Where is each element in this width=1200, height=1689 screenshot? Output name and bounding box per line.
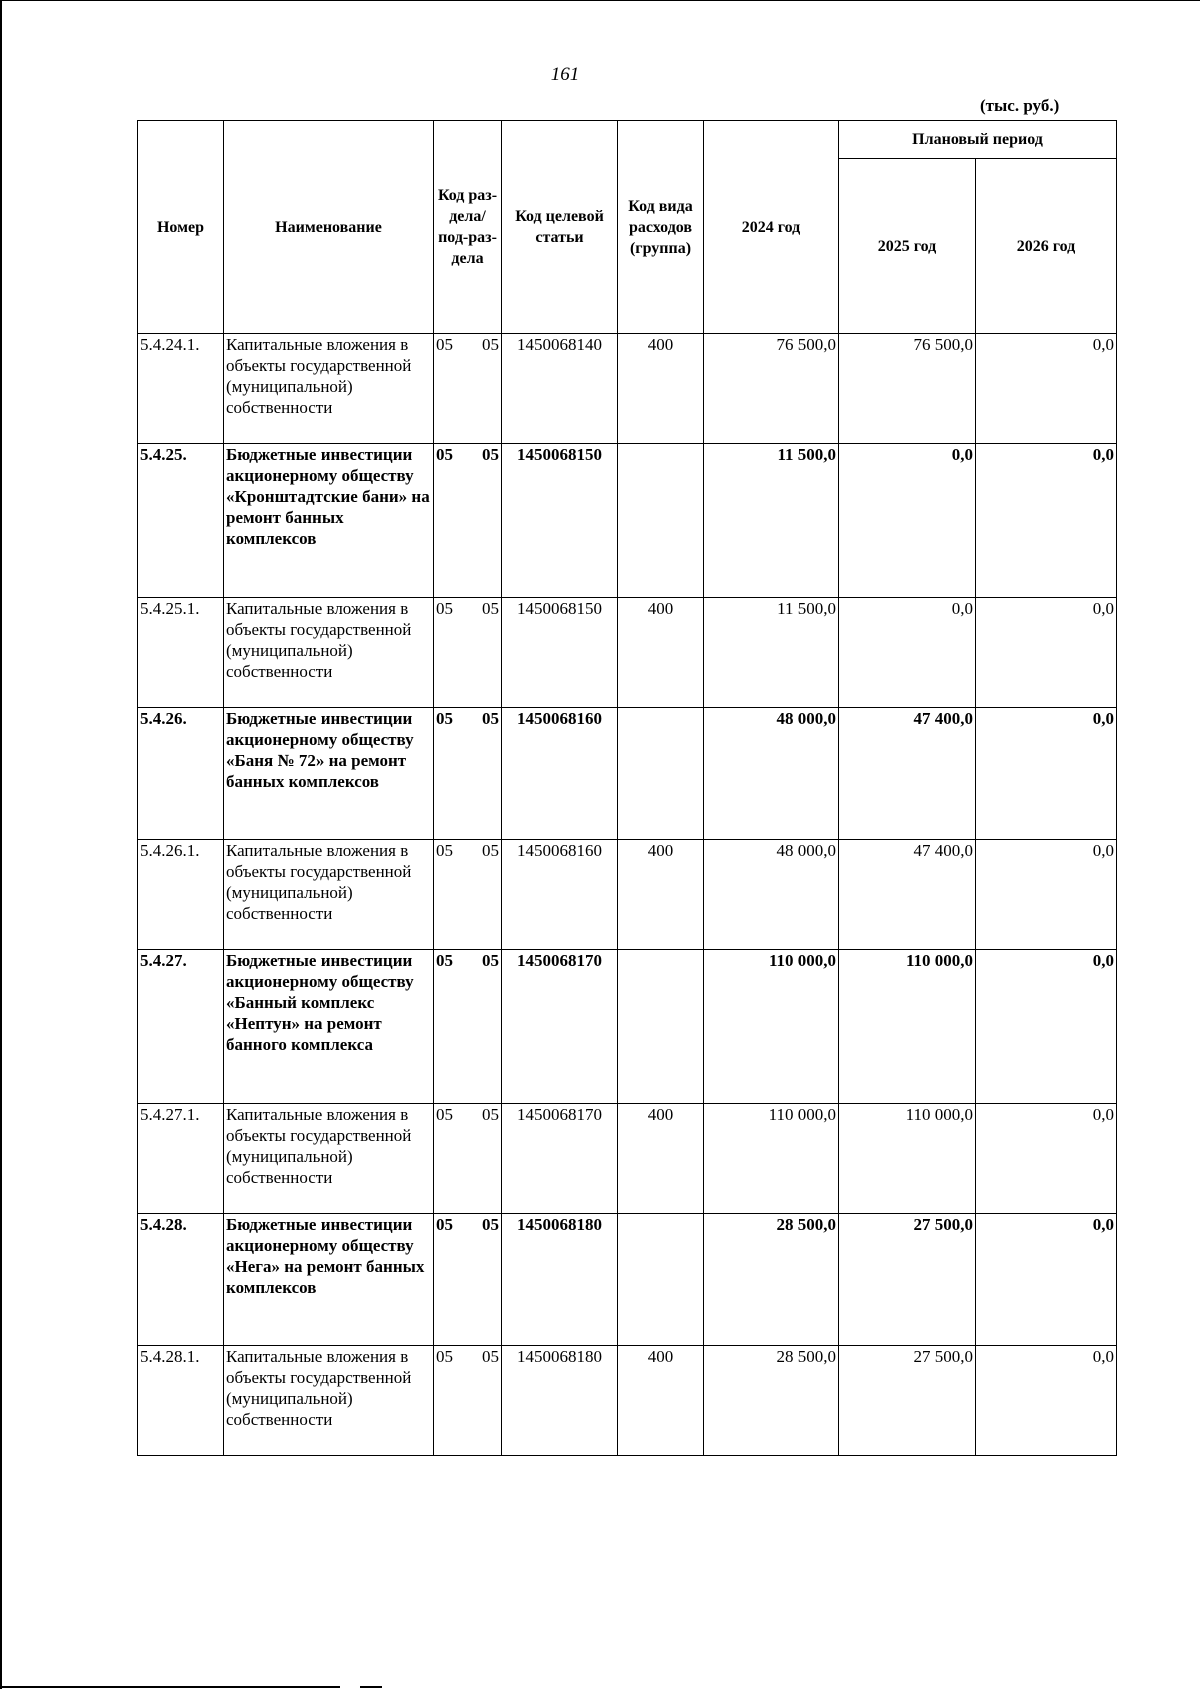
- page-number: 161: [550, 64, 580, 85]
- row-section-code: [434, 1214, 502, 1346]
- row-number: 5.4.28.: [138, 1214, 224, 1346]
- row-2025: 110 000,0: [839, 1104, 976, 1214]
- row-2025: 47 400,0: [839, 840, 976, 950]
- header-section-code: Код раз-дела/ под-раз-дела: [434, 121, 502, 334]
- row-target-code: 1450068160: [502, 840, 618, 950]
- row-expense-type: [618, 444, 704, 598]
- row-2026: 0,0: [976, 840, 1117, 950]
- row-target-code: 1450068160: [502, 708, 618, 840]
- table-row: [138, 1346, 1117, 1456]
- row-subsection: 05: [482, 1347, 499, 1366]
- row-name: Капитальные вложения в объекты государственной (муниципальной) собственности: [224, 1346, 434, 1456]
- units-label: (тыс. руб.): [980, 96, 1060, 115]
- row-2024: 48 000,0: [704, 708, 839, 840]
- row-2026: 0,0: [976, 1104, 1117, 1214]
- row-section-code: [434, 708, 502, 840]
- row-expense-type: 400: [618, 1104, 704, 1214]
- row-2025: 47 400,0: [839, 708, 976, 840]
- table-body: [138, 334, 1117, 1456]
- row-2024: 76 500,0: [704, 334, 839, 444]
- header-year-2024: 2024 год: [704, 121, 839, 334]
- row-2026: 0,0: [976, 444, 1117, 598]
- row-expense-type: 400: [618, 1346, 704, 1456]
- row-section-code: [434, 840, 502, 950]
- scan-mark-bottom-2: [360, 1686, 382, 1688]
- row-section-code: [434, 334, 502, 444]
- row-section: 05: [436, 841, 453, 860]
- row-section: 05: [436, 335, 453, 354]
- row-number: 5.4.26.: [138, 708, 224, 840]
- row-section-code: [434, 598, 502, 708]
- row-2025: 27 500,0: [839, 1214, 976, 1346]
- row-name: Бюджетные инвестиции акционерному обществу «Банный комплекс «Нептун» на ремонт банного комплекса: [224, 950, 434, 1104]
- row-expense-type: 400: [618, 334, 704, 444]
- row-2025: 27 500,0: [839, 1346, 976, 1456]
- table-row: [138, 840, 1117, 950]
- row-2025: 76 500,0: [839, 334, 976, 444]
- scan-border-left: [0, 0, 2, 1689]
- row-subsection: 05: [482, 709, 499, 728]
- row-target-code: 1450068170: [502, 950, 618, 1104]
- header-planned-period: Плановый период: [839, 121, 1117, 159]
- row-subsection: 05: [482, 951, 499, 970]
- row-expense-type: [618, 1214, 704, 1346]
- row-2026: 0,0: [976, 1346, 1117, 1456]
- table-row: [138, 950, 1117, 1104]
- row-target-code: 1450068170: [502, 1104, 618, 1214]
- row-expense-type: [618, 708, 704, 840]
- header-number: Номер: [138, 121, 224, 334]
- row-name: Капитальные вложения в объекты государственной (муниципальной) собственности: [224, 334, 434, 444]
- row-target-code: 1450068140: [502, 334, 618, 444]
- row-subsection: 05: [482, 599, 499, 618]
- row-name: Бюджетные инвестиции акционерному обществу «Баня № 72» на ремонт банных комплексов: [224, 708, 434, 840]
- row-2026: 0,0: [976, 708, 1117, 840]
- row-2025: 0,0: [839, 598, 976, 708]
- row-section: 05: [436, 445, 453, 464]
- header-name: Наименование: [224, 121, 434, 334]
- row-2024: 11 500,0: [704, 598, 839, 708]
- row-subsection: 05: [482, 841, 499, 860]
- row-2026: 0,0: [976, 950, 1117, 1104]
- header-target-code: Код целевой статьи: [502, 121, 618, 334]
- header-expense-type: Код вида расходов (группа): [618, 121, 704, 334]
- table-row: [138, 334, 1117, 444]
- header-year-2026: 2026 год: [976, 159, 1117, 334]
- row-2024: 110 000,0: [704, 950, 839, 1104]
- row-section: 05: [436, 951, 453, 970]
- row-2026: 0,0: [976, 334, 1117, 444]
- row-subsection: 05: [482, 335, 499, 354]
- row-subsection: 05: [482, 1215, 499, 1234]
- row-expense-type: 400: [618, 598, 704, 708]
- row-target-code: 1450068150: [502, 598, 618, 708]
- row-subsection: 05: [482, 445, 499, 464]
- table-row: [138, 444, 1117, 598]
- row-2025: 110 000,0: [839, 950, 976, 1104]
- row-name: Капитальные вложения в объекты государственной (муниципальной) собственности: [224, 840, 434, 950]
- table-row: [138, 598, 1117, 708]
- row-2024: 28 500,0: [704, 1214, 839, 1346]
- row-2024: 110 000,0: [704, 1104, 839, 1214]
- budget-table: [137, 120, 1117, 1456]
- row-number: 5.4.25.: [138, 444, 224, 598]
- table-row: [138, 708, 1117, 840]
- table-row: [138, 1104, 1117, 1214]
- row-2024: 11 500,0: [704, 444, 839, 598]
- row-name: Бюджетные инвестиции акционерному обществу «Кронштадтские бани» на ремонт банных комплексов: [224, 444, 434, 598]
- row-section: 05: [436, 1347, 453, 1366]
- row-2024: 28 500,0: [704, 1346, 839, 1456]
- row-number: 5.4.27.: [138, 950, 224, 1104]
- row-number: 5.4.26.1.: [138, 840, 224, 950]
- row-section-code: [434, 1104, 502, 1214]
- row-2026: 0,0: [976, 598, 1117, 708]
- scan-border-top: [0, 0, 1200, 1]
- row-section-code: [434, 1346, 502, 1456]
- row-number: 5.4.24.1.: [138, 334, 224, 444]
- row-2025: 0,0: [839, 444, 976, 598]
- row-subsection: 05: [482, 1105, 499, 1124]
- row-2024: 48 000,0: [704, 840, 839, 950]
- row-name: Капитальные вложения в объекты государственной (муниципальной) собственности: [224, 1104, 434, 1214]
- row-expense-type: 400: [618, 840, 704, 950]
- row-target-code: 1450068150: [502, 444, 618, 598]
- row-section: 05: [436, 709, 453, 728]
- row-section: 05: [436, 1215, 453, 1234]
- row-section: 05: [436, 599, 453, 618]
- row-section: 05: [436, 1105, 453, 1124]
- table-row: [138, 1214, 1117, 1346]
- row-2026: 0,0: [976, 1214, 1117, 1346]
- row-section-code: [434, 950, 502, 1104]
- row-name: Бюджетные инвестиции акционерному обществу «Нега» на ремонт банных комплексов: [224, 1214, 434, 1346]
- header-year-2025: 2025 год: [839, 159, 976, 334]
- row-section-code: [434, 444, 502, 598]
- row-number: 5.4.28.1.: [138, 1346, 224, 1456]
- scan-mark-bottom: [0, 1686, 340, 1688]
- row-target-code: 1450068180: [502, 1346, 618, 1456]
- row-expense-type: [618, 950, 704, 1104]
- row-number: 5.4.25.1.: [138, 598, 224, 708]
- row-target-code: 1450068180: [502, 1214, 618, 1346]
- row-name: Капитальные вложения в объекты государственной (муниципальной) собственности: [224, 598, 434, 708]
- row-number: 5.4.27.1.: [138, 1104, 224, 1214]
